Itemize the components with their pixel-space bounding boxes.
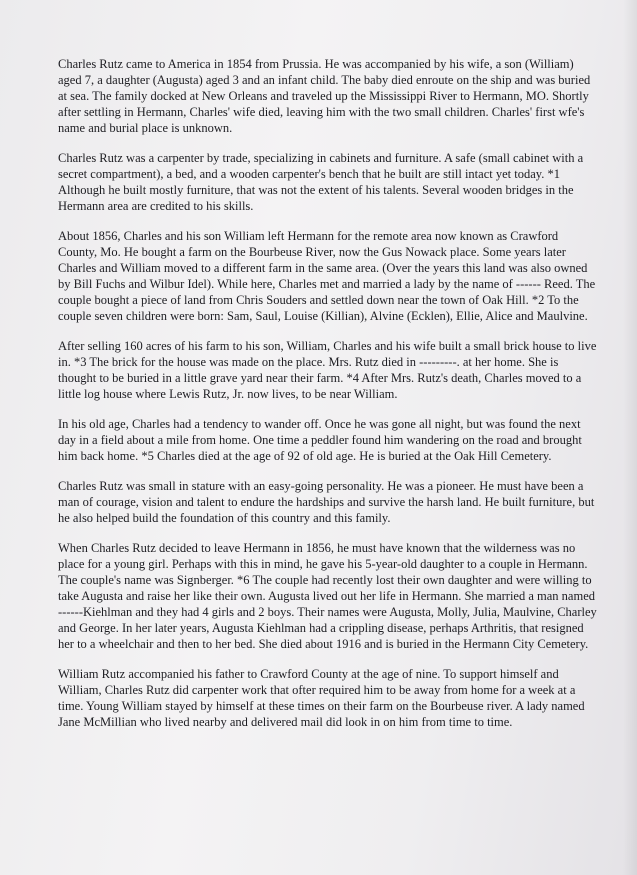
- paragraph-personality: Charles Rutz was small in stature with an easy-going personality. He was a pioneer. He must have been a man of courage, vision and talent to endure the hardships and survive the harsh land. He built furniture, but he also helped build the foundation of this country and this family.: [58, 479, 595, 525]
- paragraph-augusta: When Charles Rutz decided to leave Hermann in 1856, he must have known that the wilderness was no place for a young girl. Perhaps with this in mind, he gave his 5-year-old daughter to a couple in Hermann. The couple's name was Signberger. *6 The couple had recently lost their own daughter and were willing to take Augusta and raise her like their own. Augusta lived out her life in Hermann. She married a man named ------Kiehlman and they had 4 girls and 2 boys. Their names were Augusta, Molly, Julia, Maulvine, Charley and George. In her later years, Augusta Kiehlman had a crippling disease, perhaps Arthritis, that resigned her to a wheelchair and then to her bed. She died about 1916 and is buried in the Hermann City Cemetery.: [58, 541, 597, 651]
- paragraph-old-age: In his old age, Charles had a tendency to wander off. Once he was gone all night, but was found the next day in a field about a mile from home. One time a peddler found him wandering on the road and brought him back home. *5 Charles died at the age of 92 of old age. He is buried at the Oak Hill Cemetery.: [58, 417, 582, 463]
- paragraph-william: William Rutz accompanied his father to Crawford County at the age of nine. To support himself and William, Charles Rutz did carpenter work that ofter required him to be away from home for a week at a time. Young William stayed by himself at these times on their farm on the Bourbeuse river. A lady named Jane McMillian who lived nearby and delivered mail did look in on him from time to time.: [58, 667, 585, 729]
- paragraph-carpenter: Charles Rutz was a carpenter by trade, specializing in cabinets and furniture. A safe (small cabinet with a secret compartment), a bed, and a wooden carpenter's bench that he built are still intact yet today. *1 Although he built mostly furniture, that was not the extent of his talents. Several wooden bridges in the Hermann area are credited to his skills.: [58, 151, 584, 213]
- paragraph-crawford-county: About 1856, Charles and his son William left Hermann for the remote area now known as Crawford County, Mo. He bought a farm on the Bourbeuse River, now the Gus Nowack place. Some years later Charles and William moved to a different farm in the same area. (Over the years this land was also owned by Bill Fuchs and Wilbur Idel). While here, Charles met and married a lady by the name of ------ Reed. The couple bought a piece of land from Chris Souders and settled down near the town of Oak Hill. *2 To the couple seven children were born: Sam, Saul, Louise (Killian), Alvine (Ecklen), Ellie, Alice and Maulvine.: [58, 229, 596, 323]
- paragraph-brick-house: After selling 160 acres of his farm to his son, William, Charles and his wife built a small brick house to live in. *3 The brick for the house was made on the place. Mrs. Rutz died in ---------. at her home. She is thought to be buried in a little grave yard near their farm. *4 After Mrs. Rutz's death, Charles moved to a little log house where Lewis Rutz, Jr. now lives, to be near William.: [58, 339, 597, 401]
- paragraph-arrival: Charles Rutz came to America in 1854 from Prussia. He was accompanied by his wife, a son (William) aged 7, a daughter (Augusta) aged 3 and an infant child. The baby died enroute on the ship and was buried at sea. The family docked at New Orleans and traveled up the Mississippi River to Hermann, MO. Shortly after settling in Hermann, Charles' wife died, leaving him with the two small children. Charles' first wfe's name and burial place is unknown.: [58, 57, 591, 135]
